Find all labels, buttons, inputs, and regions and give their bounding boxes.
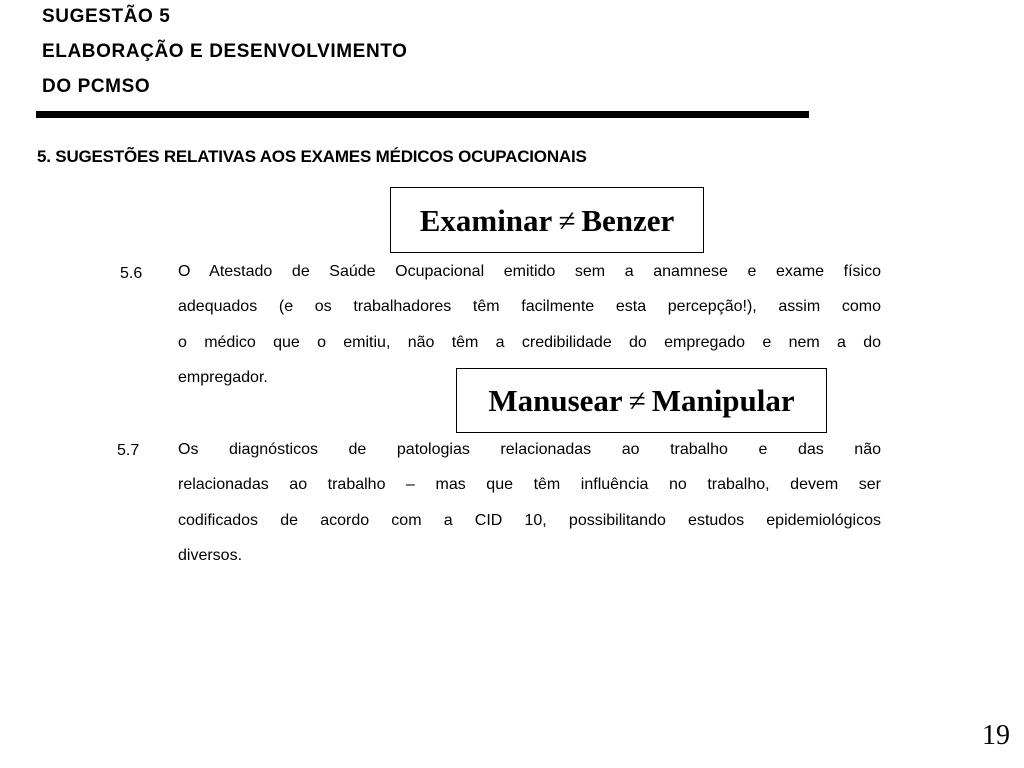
section-heading: 5. SUGESTÕES RELATIVAS AOS EXAMES MÉDICOS OCUPACIONAIS <box>37 147 587 166</box>
header-line-3: DO PCMSO <box>42 76 151 97</box>
not-equal-symbol: ≠ <box>558 202 576 238</box>
callout-right-term: Manipular <box>651 383 795 418</box>
item-number-5-7: 5.7 <box>117 442 140 459</box>
item-text-5-7 <box>178 432 881 574</box>
item-5-6-line: adequados (e os trabalhadores têm facilmente esta percepção!), assim como <box>178 298 881 316</box>
callout-left-term: Examinar <box>419 202 553 238</box>
callout-left-term: Manusear <box>488 383 623 418</box>
item-number-5-6: 5.6 <box>120 265 143 282</box>
page-number: 19 <box>982 720 1010 751</box>
item-5-6-line: empregador. <box>178 369 268 387</box>
callout-examinar-benzer <box>390 187 704 253</box>
header-divider <box>36 111 809 118</box>
item-5-7-line: codificados de acordo com a CID 10, possibilitando estudos epidemiológicos <box>178 511 881 529</box>
callout-manusear-manipular <box>456 368 827 433</box>
callout-right-term: Benzer <box>581 202 675 238</box>
item-5-7-line: Os diagnósticos de patologias relacionadas ao trabalho e das não <box>178 441 881 458</box>
not-equal-symbol: ≠ <box>628 383 646 418</box>
item-5-7-line: diversos. <box>178 547 243 565</box>
item-5-6-line: o médico que o emitiu, não têm a credibilidade do empregado e nem a do <box>178 333 881 351</box>
header-line-1: SUGESTÃO 5 <box>42 6 171 27</box>
header-line-2: ELABORAÇÃO E DESENVOLVIMENTO <box>42 41 408 62</box>
item-5-6-line: O Atestado de Saúde Ocupacional emitido sem a anamnese e exame físico <box>178 263 881 280</box>
item-5-7-line: relacionadas ao trabalho – mas que têm influência no trabalho, devem ser <box>178 476 881 494</box>
